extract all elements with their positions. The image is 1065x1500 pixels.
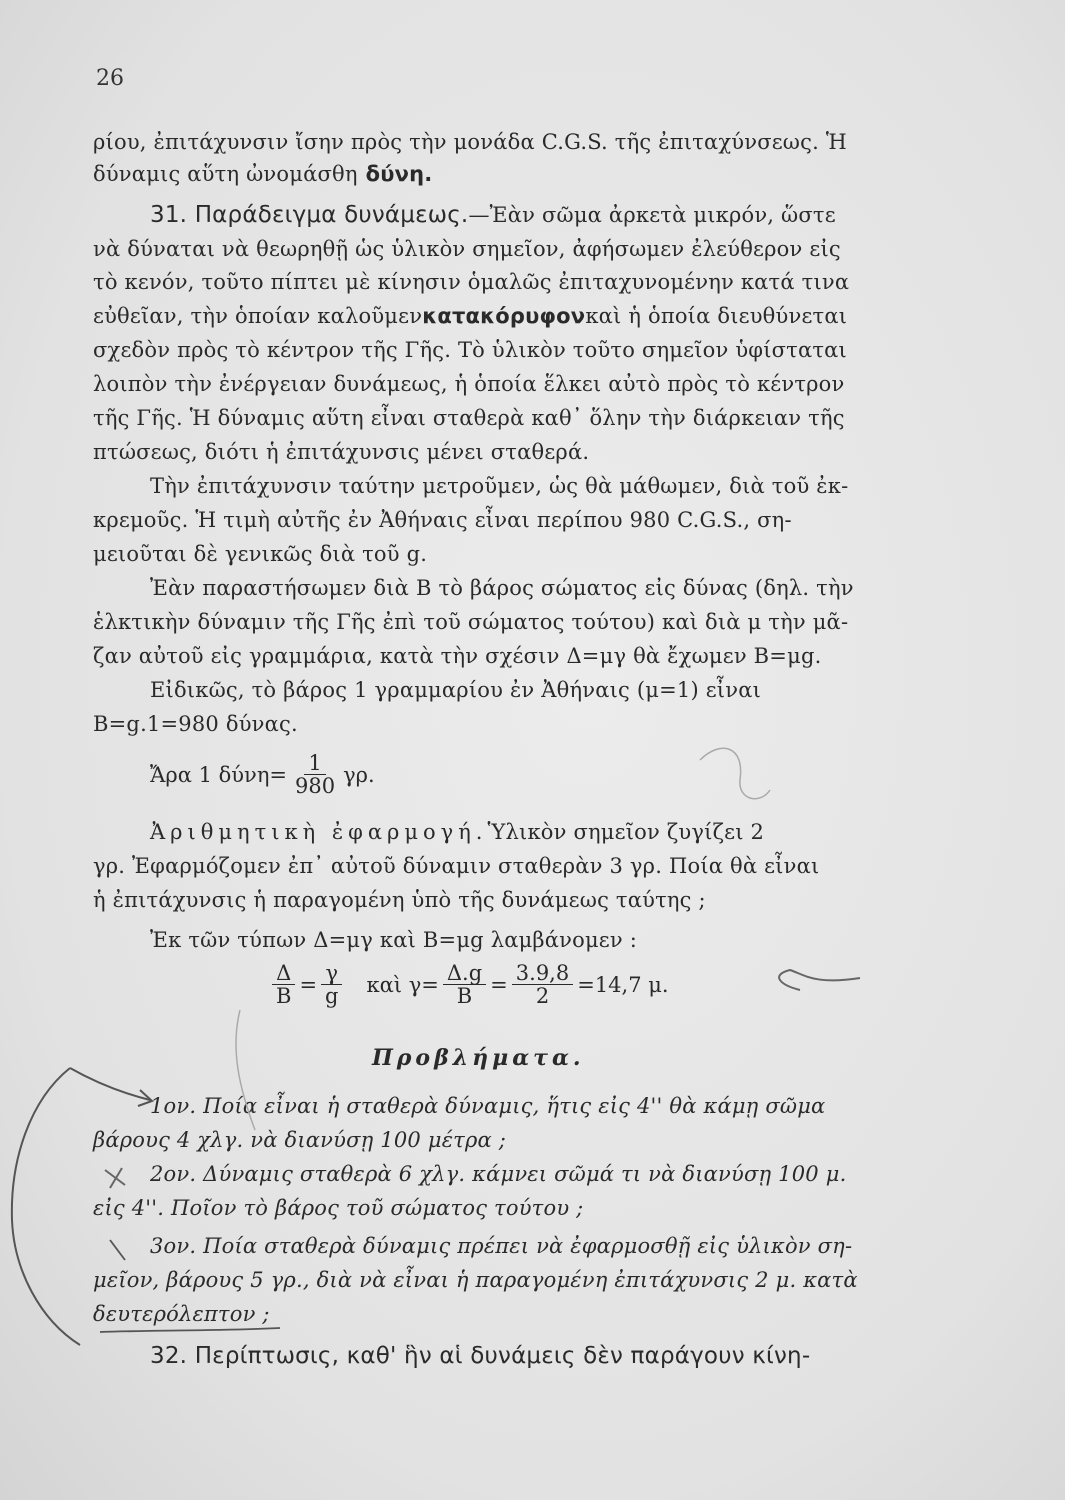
text-span: Ἐκ τῶν τύπων Δ=μγ καὶ B=μg λαμβάνομεν :	[150, 928, 638, 952]
text-span: Εἰδικῶς, τὸ βάρος 1 γραμμαρίου ἐν Ἀθήναις (μ=1) εἶναι	[150, 678, 762, 702]
text-span: εἰς 4''. Ποῖον τὸ βάρος τοῦ σώματος τούτου ;	[93, 1196, 584, 1220]
fraction-denominator: 2	[535, 984, 550, 1008]
formula-text: γρ.	[343, 762, 375, 787]
fraction-numerator: Δ.g	[443, 962, 486, 985]
spaced-heading: Ἀριθμητικὴ ἐφαρμογή.	[150, 820, 488, 844]
text-span: πτώσεως, διότι ἡ ἐπιτάχυνσις μένει σταθερά.	[93, 440, 590, 464]
text-span: B=g.1=980 δύνας.	[93, 712, 298, 736]
text-span: ρίου, ἐπιτάχυνσιν ἴσην πρὸς τὴν μονάδα C.G.S. τῆς ἐπιταχύνσεως. Ἡ	[93, 130, 847, 154]
text-span: 2ον. Δύναμις σταθερὰ 6 χλγ. κάμνει σῶμά τι νὰ διανύσῃ 100 μ.	[150, 1162, 847, 1186]
pencil-underline-mark	[100, 1240, 280, 1332]
fraction-numerator: 1	[304, 752, 325, 775]
fraction-denominator: 980	[295, 774, 336, 798]
text-span: 3ον. Ποία σταθερὰ δύναμις πρέπει νὰ ἐφαρμοσθῇ εἰς ὑλικὸν ση-	[150, 1234, 853, 1258]
pencil-faint-line	[236, 1010, 255, 1130]
text-span: Ὑλικὸν σημεῖον ζυγίζει 2	[487, 820, 765, 844]
fraction-denominator: B	[276, 984, 292, 1008]
text-span: νὰ δύναται νὰ θεωρηθῇ ὡς ὑλικὸν σημεῖον, ἀφήσωμεν ἐλεύθερον εἰς	[93, 237, 841, 261]
section-heading: 31. Παράδειγμα δυνάμεως.	[150, 202, 469, 228]
formula-text: Ἄρα 1 δύνη=	[150, 762, 288, 787]
page-number: 26	[96, 66, 124, 91]
text-span: εὐθεῖαν, τὴν ὁποίαν καλοῦμεν	[93, 304, 423, 328]
fraction-denominator: g	[325, 984, 339, 1008]
text-span: δύναμις αὕτη ὠνομάσθη	[93, 162, 358, 186]
pencil-x-mark	[105, 1168, 125, 1188]
fraction-numerator: Δ	[272, 962, 295, 985]
text-span: 1ον. Ποία εἶναι ἡ σταθερὰ δύναμις, ἥτις εἰς 4'' θὰ κάμῃ σῶμα	[150, 1094, 826, 1118]
formula-text: =14,7 μ.	[577, 972, 669, 997]
text-span: μεῖον, βάρους 5 γρ., διὰ νὰ εἶναι ἡ παραγομένη ἐπιτάχυνσις 2 μ. κατὰ	[93, 1268, 858, 1292]
text-span: Τὴν ἐπιτάχυνσιν ταύτην μετροῦμεν, ὡς θὰ μάθωμεν, διὰ τοῦ ἐκ-	[150, 474, 849, 498]
text-span: γρ. Ἐφαρμόζομεν ἐπ᾽ αὐτοῦ δύναμιν σταθερὰν 3 γρ. Ποία θὰ εἶναι	[93, 854, 820, 878]
formula-text: καὶ γ=	[366, 972, 439, 997]
text-span: κρεμοῦς. Ἡ τιμὴ αὐτῆς ἐν Ἀθήναις εἶναι περίπου 980 C.G.S., ση-	[93, 508, 792, 532]
term-vertical: κατακόρυφον	[422, 304, 586, 328]
section-heading: 32. Περίπτωσις, καθ' ἣν αἱ δυνάμεις δὲν παράγουν κίνη-	[150, 1343, 811, 1369]
formula-text: =	[490, 972, 508, 997]
text-span: —Ἐὰν σῶμα ἀρκετὰ μικρόν, ὥστε	[468, 203, 836, 227]
text-span: μειοῦται δὲ γενικῶς διὰ τοῦ g.	[93, 542, 428, 566]
text-span: Ἐὰν παραστήσωμεν διὰ B τὸ βάρος σώματος εἰς δύνας (δηλ. τὴν	[150, 576, 854, 600]
text-span: βάρους 4 χλγ. νὰ διανύσῃ 100 μέτρα ;	[93, 1128, 507, 1152]
text-span: ἡ ἐπιτάχυνσις ἡ παραγομένη ὑπὸ τῆς δυνάμεως ταύτης ;	[93, 888, 706, 912]
fraction-numerator: 3.9,8	[512, 962, 573, 985]
text-span: λοιπὸν τὴν ἐνέργειαν δυνάμεως, ἡ ὁποία ἕλκει αὐτὸ πρὸς τὸ κέντρον	[93, 372, 845, 396]
text-span: τὸ κενόν, τοῦτο πίπτει μὲ κίνησιν ὁμαλῶς ἐπιταχυνομένην κατά τινα	[93, 270, 850, 294]
formula-text: =	[299, 972, 318, 997]
text-span: καὶ ἡ ὁποία διευθύνεται	[585, 304, 848, 328]
pencil-bracket-mark	[12, 1068, 80, 1345]
problems-title: Προβλήματα.	[372, 1045, 585, 1071]
pencil-arrow-mark	[70, 1068, 152, 1106]
pencil-tick-mark	[779, 970, 860, 990]
text-span: τῆς Γῆς. Ἡ δύναμις αὕτη εἶναι σταθερὰ καθ᾽ ὅλην τὴν διάρκειαν τῆς	[93, 406, 845, 430]
text-span: δευτερόλεπτον ;	[93, 1302, 270, 1326]
fraction-numerator: γ	[321, 962, 342, 985]
term-dyne: δύνη.	[365, 162, 433, 186]
text-span: σχεδὸν πρὸς τὸ κέντρον τῆς Γῆς. Τὸ ὑλικὸν τοῦτο σημεῖον ὑφίσταται	[93, 338, 847, 362]
pencil-squiggle-mark	[700, 748, 770, 798]
text-span: ζαν αὐτοῦ εἰς γραμμάρια, κατὰ τὴν σχέσιν Δ=μγ θὰ ἔχωμεν B=μg.	[93, 644, 822, 668]
fraction-denominator: B	[456, 984, 473, 1008]
text-span: ἑλκτικὴν δύναμιν τῆς Γῆς ἐπὶ τοῦ σώματος τούτου) καὶ διὰ μ τὴν μᾶ-	[93, 610, 849, 634]
